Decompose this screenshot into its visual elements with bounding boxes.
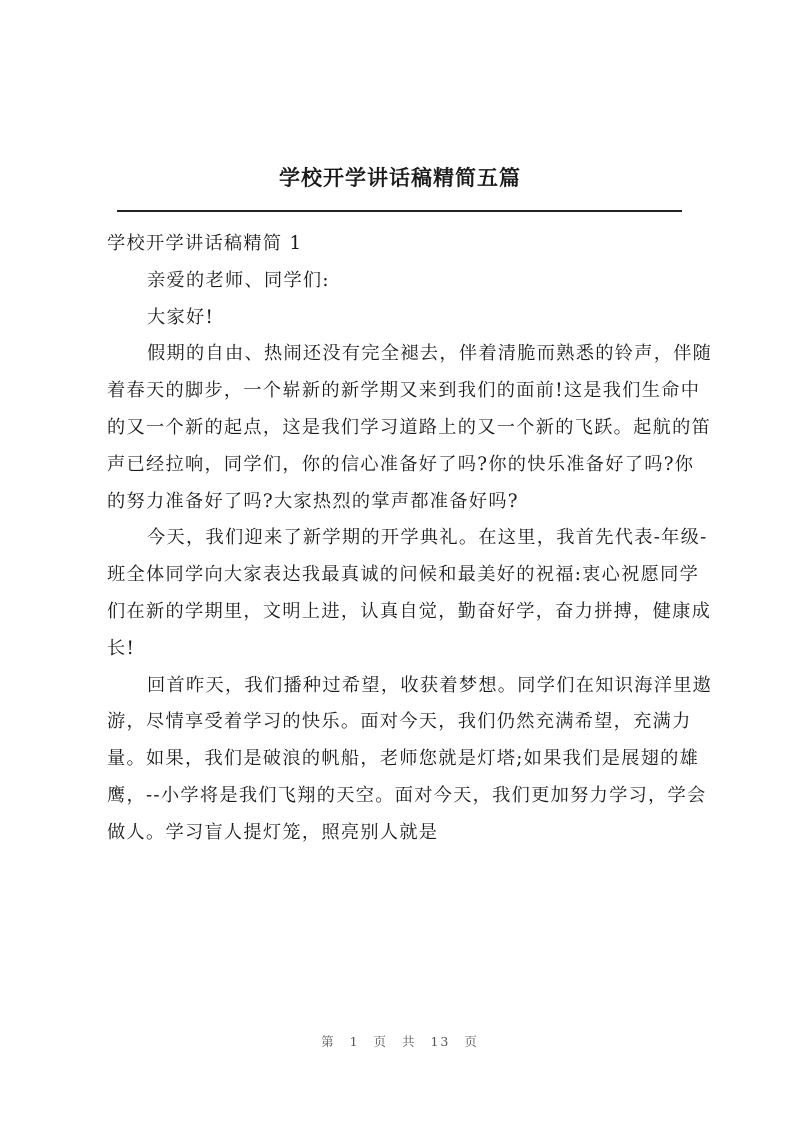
section-subtitle: 学校开学讲话稿精简 1 — [107, 233, 303, 254]
salutation: 亲爱的老师、同学们: — [147, 269, 330, 291]
body-paragraph: 今天，我们迎来了新学期的开学典礼。在这里，我首先代表-年级-班全体同学向大家表达我最真诚的问候和最美好的祝福:衷心祝愿同学们在新的学期里，文明上进，认真自觉，勤奋好学，奋力拼搏，健康成长! — [107, 527, 712, 659]
body-paragraph: 回首昨天，我们播种过希望，收获着梦想。同学们在知识海洋里遨游，尽情享受着学习的快乐。面对今天，我们仍然充满希望，充满力量。如果，我们是破浪的帆船，老师您就是灯塔;如果我们是展翅的雄鹰，--小学将是我们飞翔的天空。面对今天，我们更加努力学习，学会做人。学习盲人提灯笼，照亮别人就是 — [107, 674, 713, 843]
greeting: 大家好! — [147, 306, 215, 328]
page-number-footer: 第 1 页 共 13 页 — [321, 1034, 479, 1049]
document-title: 学校开学讲话稿精简五篇 — [279, 166, 521, 190]
body-paragraph: 假期的自由、热闹还没有完全褪去，伴着清脆而熟悉的铃声，伴随着春天的脚步，一个崭新的新学期又来到我们的面前!这是我们生命中的又一个新的起点，这是我们学习道路上的又一个新的飞跃。起航的笛声已经拉响，同学们，你的信心准备好了吗?你的快乐准备好了吗?你的努力准备好了吗?大家热烈的掌声都准备好吗? — [107, 343, 713, 512]
title-divider — [117, 210, 682, 212]
document-body — [107, 226, 713, 852]
